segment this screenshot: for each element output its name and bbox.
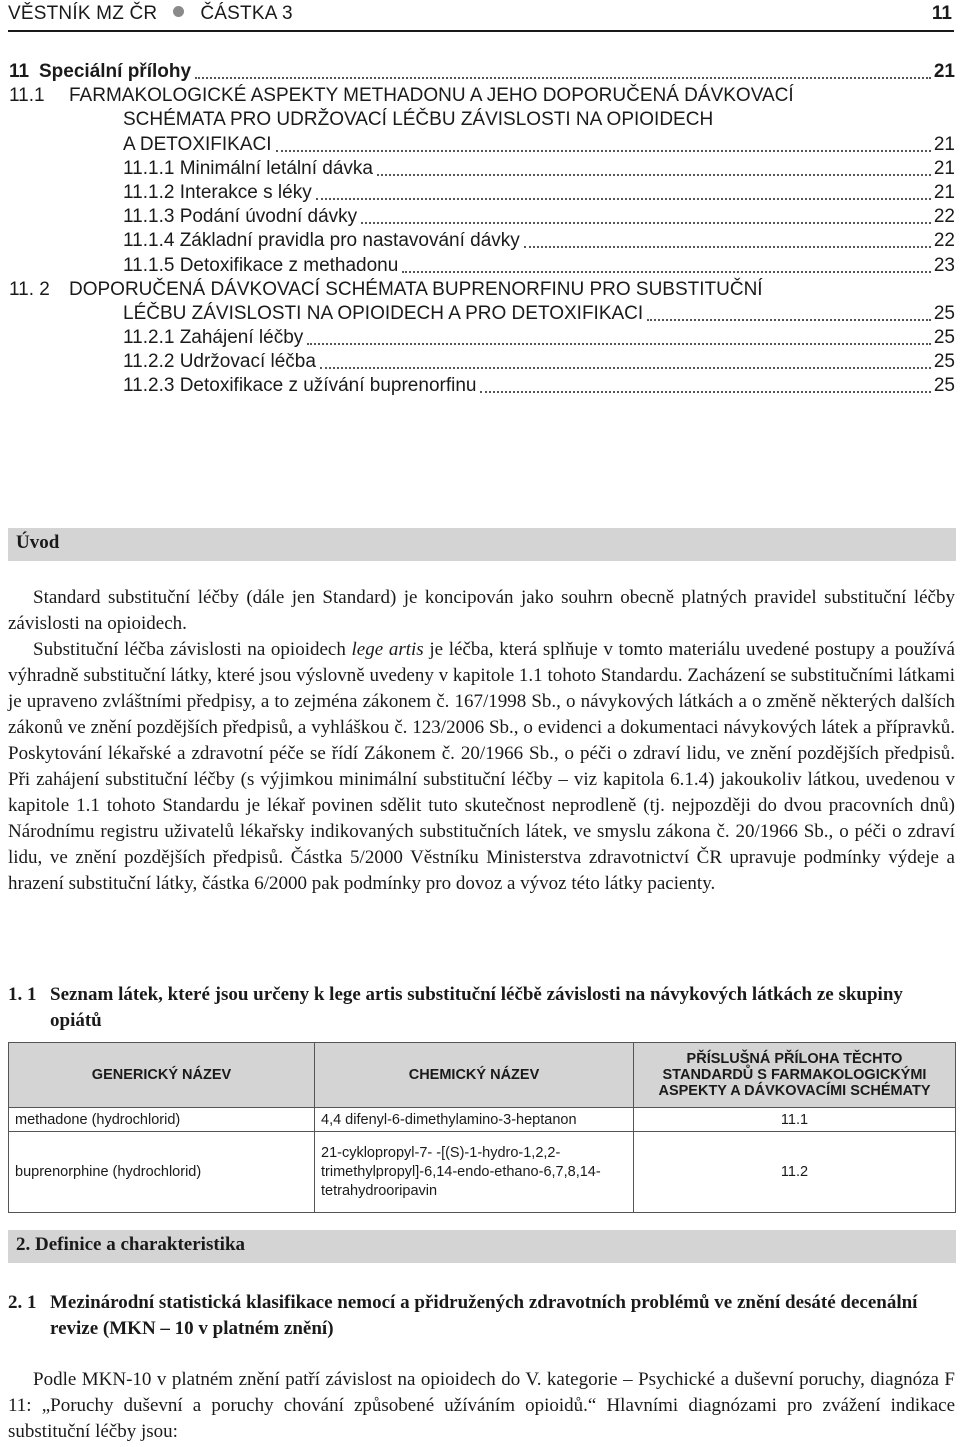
toc-leader-dots [377, 174, 931, 176]
table-of-contents [9, 60, 955, 399]
table-header-row [9, 1043, 956, 1108]
heading-1-1-number: 1. 1 [8, 984, 37, 1005]
toc-entry-label: 11.1.4 Základní pravidla pro nastavování dávky [123, 230, 520, 252]
table-cell: 11.2 [634, 1132, 956, 1213]
toc-leader-dots [402, 271, 931, 273]
paragraph-main-text-b: je léčba, která splňuje v tomto materiálu uvedené postupy a používá výhradně substituční látky, které jsou výslovně uvedeny v kapitole 1.1 tohoto Standardu. Zacházení se substitučními látkami je upraveno zvláštními předpisy, a to zejména zákonem č. 167/1998 Sb., o návykových látkách a o změně některých dalších zákonů ve znění pozdějších předpisů, a vyhláškou č. 123/2006 Sb., o evidenci a dokumentaci návykových látek a přípravků. Poskytování lékařské a zdravotní péče se řídí Zákonem č. 20/1966 Sb., o péči o zdraví lidu, ve znění pozdějších předpisů. Při zahájení substituční léčby (s výjimkou minimální substituční léčby – viz kapitola 6.1.4) jakoukoliv látkou, uvedenou v kapitole 1.1 tohoto Standardu je lékař povinen sdělit tuto skutečnost neprodleně (tj. nejpozději do dvou pracovních dnů) Národnímu registru uživatelů lékařsky indikovaných substitučních látek, ve smyslu zákona č. 20/1966 Sb., o péči o zdraví lidu, ve znění pozdějších předpisů. Částka 5/2000 Věstníku Ministerstva zdravotnictví ČR upravuje podmínky výdeje a hrazení substituční látky, částka 6/2000 pak podmínky pro dovoz a vývoz této látky pacienty. [8, 639, 955, 894]
toc-leader-dots [316, 198, 931, 200]
toc-entry-label: SCHÉMATA PRO UDRŽOVACÍ LÉČBU ZÁVISLOSTI NA OPIOIDECH [123, 109, 714, 131]
toc-entry[interactable] [9, 350, 955, 374]
section-bar-2 [8, 1230, 956, 1263]
table-cell: 11.1 [634, 1108, 956, 1132]
toc-entry-page: 22 [933, 206, 955, 228]
toc-entry-page: 22 [933, 230, 955, 252]
toc-entry-label: 11.2.1 Zahájení léčby [123, 327, 304, 349]
toc-entry-label: FARMAKOLOGICKÉ ASPEKTY METHADONU A JEHO DOPORUČENÁ DÁVKOVACÍ [69, 85, 794, 107]
page-number: 11 [931, 3, 952, 24]
toc-entry-label: LÉČBU ZÁVISLOSTI NA OPIOIDECH A PRO DETOXIFIKACI [123, 302, 644, 324]
table-cell: 21-cyklopropyl-7- -[(S)-1-hydro-1,2,2-trimethylpropyl]-6,14-endo-ethano-6,7,8,14-tetrahydrooripavin [315, 1132, 634, 1213]
toc-entry[interactable] [9, 108, 955, 132]
paragraph-mkn: Podle MKN-10 v platném znění patří závislost na opioidech do V. kategorie – Psychické a duševní poruchy, diagnóza F 11: „Poruchy duševní a poruchy chování způsobené užíváním opioidů.“ Hlavními diagnózami pro zvážení indikace substituční léčby jsou: [8, 1369, 955, 1442]
toc-entry[interactable] [9, 205, 955, 229]
heading-1-1-text: Seznam látek, které jsou určeny k lege artis substituční léčbě závislosti na návykových látkách ze skupiny opiátů [50, 984, 903, 1031]
bullet-dot-icon [173, 6, 184, 17]
toc-entry-number: 11 [9, 61, 30, 82]
toc-entry-label: A DETOXIFIKACI [123, 133, 272, 155]
toc-leader-dots [524, 246, 931, 248]
toc-leader-dots [195, 77, 931, 79]
paragraph-main-text-a: Substituční léčba závislosti na opioidech [33, 639, 352, 660]
toc-entry[interactable] [9, 157, 955, 181]
section-title-uvod: Úvod [16, 532, 60, 553]
table-cell: methadone (hydrochlorid) [9, 1108, 315, 1132]
toc-entry-page: 21 [933, 181, 955, 203]
toc-entry-page: 25 [933, 351, 955, 373]
toc-leader-dots [307, 343, 931, 345]
toc-entry-page: 25 [933, 327, 955, 349]
toc-leader-dots [276, 150, 931, 152]
toc-entry[interactable] [9, 326, 955, 350]
toc-entry[interactable] [9, 254, 955, 278]
toc-entry-page: 21 [933, 133, 955, 155]
toc-entry[interactable] [9, 60, 955, 84]
toc-entry-label: 11.1.2 Interakce s léky [123, 181, 312, 203]
toc-entry[interactable] [9, 133, 955, 157]
toc-entry[interactable] [9, 229, 955, 253]
page-header [8, 0, 954, 32]
toc-leader-dots [480, 391, 931, 393]
toc-entry[interactable] [9, 302, 955, 326]
toc-entry-page: 25 [933, 375, 955, 397]
toc-entry-label: 11.1.1 Minimální letální dávka [123, 157, 373, 179]
toc-entry[interactable] [9, 181, 955, 205]
table-header-cell: PŘÍSLUŠNÁ PŘÍLOHA TĚCHTO STANDARDŮ S FARMAKOLOGICKÝMI ASPEKTY A DÁVKOVACÍMI SCHÉMATY [634, 1043, 956, 1108]
toc-entry-label: 11.2.2 Udržovací léčba [123, 351, 316, 373]
toc-entry-page: 25 [933, 302, 955, 324]
toc-entry-label: 11.1.3 Podání úvodní dávky [123, 206, 358, 228]
toc-entry[interactable] [9, 278, 955, 302]
toc-leader-dots [320, 367, 931, 369]
toc-leader-dots [647, 319, 931, 321]
toc-entry[interactable] [9, 84, 955, 108]
toc-entry-label: DOPORUČENÁ DÁVKOVACÍ SCHÉMATA BUPRENORFINU PRO SUBSTITUČNÍ [69, 278, 763, 300]
toc-entry-number: 11.1 [9, 85, 45, 107]
journal-name: VĚSTNÍK MZ ČR [8, 3, 158, 24]
heading-2-1-text: Mezinárodní statistická klasifikace nemocí a přidružených zdravotních problémů ve znění desáté decenální revize (MKN – 10 v platném znění) [50, 1292, 918, 1339]
paragraph-main [8, 637, 955, 897]
table-cell: 4,4 difenyl-6-dimethylamino-3-heptanon [315, 1108, 634, 1132]
table-row [9, 1132, 956, 1213]
section-title-2: 2. Definice a charakteristika [16, 1234, 246, 1255]
heading-1-1 [8, 982, 955, 1034]
table-header-cell: GENERICKÝ NÁZEV [9, 1043, 315, 1108]
toc-entry-label: 11.2.3 Detoxifikace z užívání buprenorfinu [123, 375, 477, 397]
table-row [9, 1108, 956, 1132]
header-title [8, 3, 293, 25]
toc-entry-page: 21 [933, 157, 955, 179]
toc-leader-dots [361, 222, 931, 224]
paragraph-main-italic: lege artis [351, 639, 424, 660]
toc-entry-page: 23 [933, 254, 955, 276]
heading-2-1 [8, 1290, 955, 1342]
table-header-cell: CHEMICKÝ NÁZEV [315, 1043, 634, 1108]
section-bar-uvod [8, 528, 956, 561]
toc-entry-number: 11. 2 [9, 278, 50, 300]
issue-label: ČÁSTKA 3 [200, 3, 293, 24]
paragraph-intro: Standard substituční léčby (dále jen Standard) je koncipován jako souhrn obecně platných pravidel substituční léčby závislosti na opioidech. [8, 587, 955, 634]
heading-2-1-number: 2. 1 [8, 1292, 37, 1313]
toc-entry-page: 21 [933, 61, 955, 82]
table-cell: buprenorphine (hydrochlorid) [9, 1132, 315, 1213]
toc-entry[interactable] [9, 374, 955, 398]
toc-entry-label: Speciální přílohy [39, 61, 192, 82]
substances-table [8, 1042, 956, 1213]
toc-entry-label: 11.1.5 Detoxifikace z methadonu [123, 254, 399, 276]
